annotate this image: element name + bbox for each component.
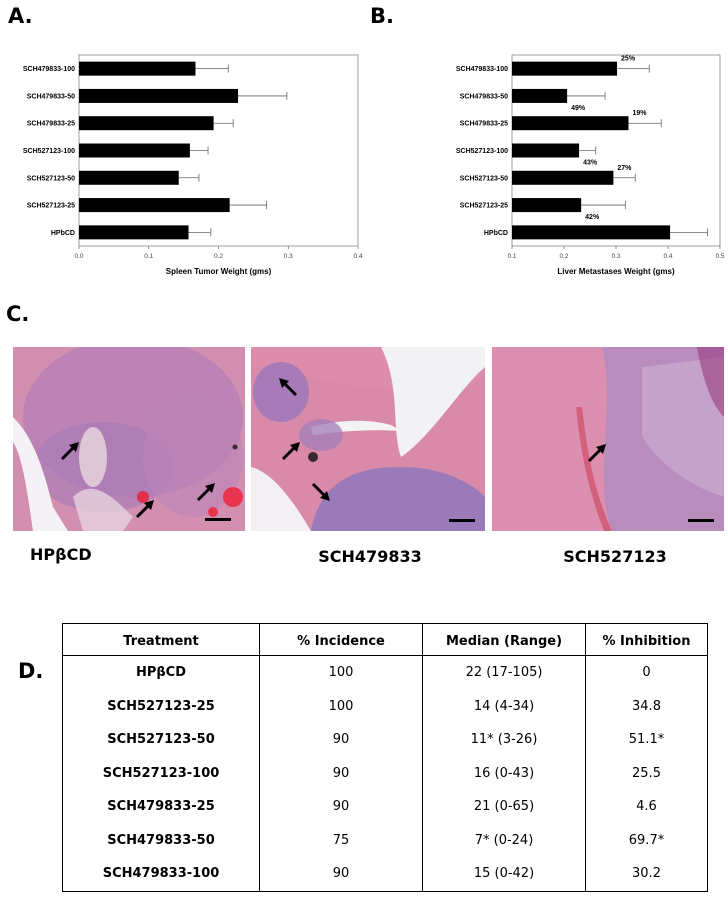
table-row bbox=[63, 757, 708, 791]
cell-median-range: 22 (17-105) bbox=[423, 656, 586, 690]
bar bbox=[512, 144, 579, 158]
panel-label-d: D. bbox=[18, 659, 44, 683]
percent-label: 19% bbox=[632, 110, 647, 118]
table-row bbox=[63, 824, 708, 858]
x-tick-label: 0.0 bbox=[74, 253, 84, 260]
micrograph-hpbcd bbox=[13, 347, 245, 531]
cell-inhibition: 34.8 bbox=[586, 690, 708, 724]
header-incidence: % Incidence bbox=[260, 624, 423, 656]
bar bbox=[79, 89, 238, 103]
bar bbox=[512, 89, 567, 103]
category-label: SCH479833-50 bbox=[459, 93, 508, 101]
bar bbox=[79, 225, 189, 239]
cell-treatment: SCH527123-50 bbox=[107, 732, 215, 748]
panel-label-a: A. bbox=[8, 4, 33, 28]
bar bbox=[512, 62, 617, 76]
scale-bar bbox=[449, 519, 475, 522]
percent-label: 49% bbox=[571, 104, 586, 112]
cell-incidence: 90 bbox=[260, 723, 423, 757]
category-label: SCH527123-25 bbox=[26, 202, 75, 210]
table-header-row bbox=[63, 624, 708, 656]
percent-label: 25% bbox=[621, 55, 636, 63]
bar bbox=[79, 116, 214, 130]
header-inhibition: % Inhibition bbox=[586, 624, 708, 656]
cell-treatment: HPβCD bbox=[135, 665, 187, 681]
table-row bbox=[63, 656, 708, 690]
x-tick-label: 0.3 bbox=[611, 253, 621, 260]
x-tick-label: 0.1 bbox=[507, 253, 517, 260]
cell-inhibition: 69.7* bbox=[586, 824, 708, 858]
cell-inhibition: 4.6 bbox=[586, 790, 708, 824]
cell-median-range: 15 (0-42) bbox=[423, 857, 586, 891]
cell-incidence: 75 bbox=[260, 824, 423, 858]
table-row bbox=[63, 790, 708, 824]
cell-median-range: 11* (3-26) bbox=[423, 723, 586, 757]
category-label: SCH527123-25 bbox=[459, 202, 508, 210]
table-row bbox=[63, 723, 708, 757]
cell-inhibition: 0 bbox=[586, 656, 708, 690]
x-tick-label: 0.2 bbox=[559, 253, 569, 260]
percent-label: 27% bbox=[617, 164, 632, 172]
x-tick-label: 0.5 bbox=[715, 253, 725, 260]
incidence-table bbox=[62, 623, 708, 892]
cell-median-range: 14 (4-34) bbox=[423, 690, 586, 724]
category-label: HPbCD bbox=[483, 229, 508, 237]
cell-incidence: 100 bbox=[260, 656, 423, 690]
header-median-range: Median (Range) bbox=[423, 624, 586, 656]
category-label: SCH479833-100 bbox=[22, 66, 75, 74]
x-tick-label: 0.1 bbox=[144, 253, 154, 260]
cell-incidence: 90 bbox=[260, 790, 423, 824]
cell-treatment: SCH479833-25 bbox=[107, 799, 215, 815]
percent-label: 43% bbox=[583, 159, 598, 167]
category-label: SCH527123-100 bbox=[455, 148, 508, 155]
category-label: SCH479833-100 bbox=[455, 66, 508, 74]
category-label: SCH527123-100 bbox=[22, 148, 75, 155]
percent-label: 42% bbox=[585, 214, 600, 222]
cell-median-range: 21 (0-65) bbox=[423, 790, 586, 824]
liver-metastases-weight-chart bbox=[364, 36, 728, 286]
panel-label-b: B. bbox=[370, 4, 394, 28]
category-label: SCH527123-50 bbox=[459, 175, 508, 183]
cell-incidence: 90 bbox=[260, 757, 423, 791]
x-axis-title: Spleen Tumor Weight (gms) bbox=[165, 267, 272, 276]
caption-sch479833: SCH479833 bbox=[318, 547, 422, 566]
category-label: SCH479833-25 bbox=[459, 120, 508, 128]
cell-incidence: 90 bbox=[260, 857, 423, 891]
bar bbox=[512, 198, 581, 212]
cell-inhibition: 51.1* bbox=[586, 723, 708, 757]
bar bbox=[512, 171, 613, 185]
micrograph-sch527123 bbox=[492, 347, 724, 531]
bar bbox=[512, 225, 670, 239]
table-row bbox=[63, 857, 708, 891]
category-label: SCH479833-25 bbox=[26, 120, 75, 128]
x-tick-label: 0.2 bbox=[213, 253, 224, 260]
cell-inhibition: 25.5 bbox=[586, 757, 708, 791]
cell-median-range: 16 (0-43) bbox=[423, 757, 586, 791]
category-label: HPbCD bbox=[50, 229, 75, 237]
cell-median-range: 7* (0-24) bbox=[423, 824, 586, 858]
cell-treatment: SCH527123-100 bbox=[102, 765, 220, 781]
cell-inhibition: 30.2 bbox=[586, 857, 708, 891]
bar bbox=[79, 171, 179, 185]
category-label: SCH479833-50 bbox=[26, 93, 75, 101]
scale-bar bbox=[688, 519, 714, 522]
caption-sch527123: SCH527123 bbox=[563, 547, 667, 566]
micrograph-sch479833 bbox=[251, 347, 485, 531]
header-treatment: Treatment bbox=[63, 624, 260, 656]
table-row bbox=[63, 690, 708, 724]
cell-treatment: SCH479833-50 bbox=[107, 832, 215, 848]
x-tick-label: 0.4 bbox=[663, 253, 673, 260]
spleen-tumor-weight-chart bbox=[0, 36, 364, 286]
panel-label-c: C. bbox=[6, 302, 30, 326]
x-axis-title: Liver Metastases Weight (gms) bbox=[557, 267, 675, 276]
cell-treatment: SCH527123-25 bbox=[107, 698, 215, 714]
bar bbox=[79, 198, 230, 212]
category-label: SCH527123-50 bbox=[26, 175, 75, 183]
cell-incidence: 100 bbox=[260, 690, 423, 724]
scale-bar bbox=[205, 518, 231, 521]
bar bbox=[79, 144, 190, 158]
bar bbox=[512, 116, 628, 130]
caption-hpbcd: HPβCD bbox=[30, 545, 92, 564]
cell-treatment: SCH479833-100 bbox=[102, 866, 220, 882]
x-tick-label: 0.4 bbox=[353, 253, 363, 260]
x-tick-label: 0.3 bbox=[283, 253, 293, 260]
bar bbox=[79, 62, 195, 76]
